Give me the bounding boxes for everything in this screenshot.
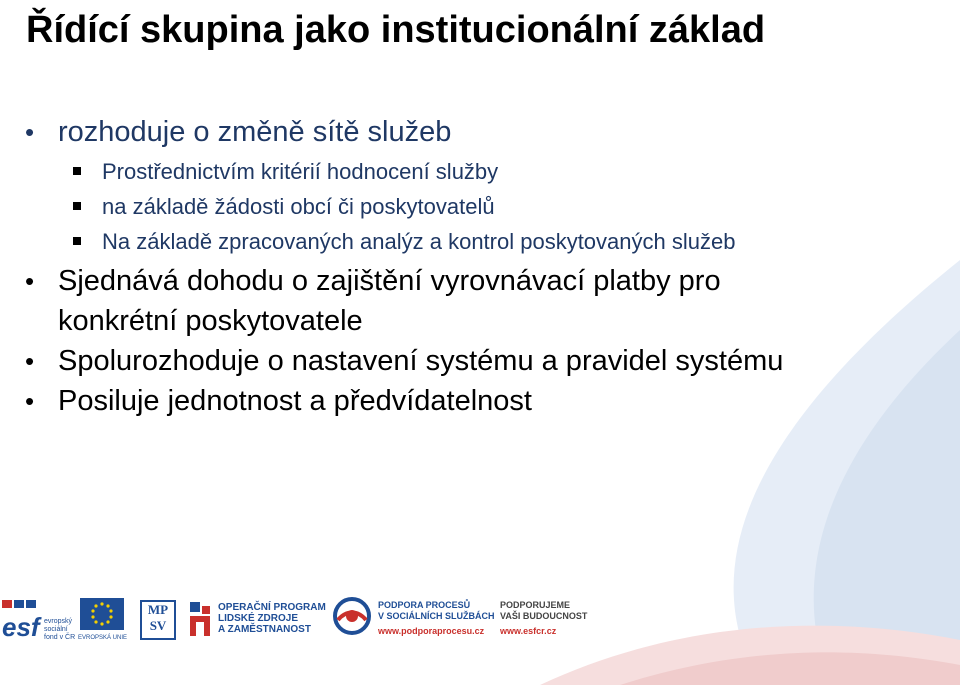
podporujeme-text: PODPORUJEME VAŠI BUDOUCNOST <box>500 600 588 621</box>
bullet-item <box>0 341 930 381</box>
sub-bullet-text: na základě žádosti obcí či poskytovatelů <box>102 194 495 219</box>
podporujeme-logo <box>500 600 610 644</box>
bullet-dot-icon: • <box>25 346 35 376</box>
eu-flag-icon <box>80 598 124 630</box>
podpora-procesu-logo <box>332 596 495 646</box>
bullet-dot-icon: • <box>25 386 35 416</box>
esf-caption: evropský sociální fond v ČR <box>44 618 76 641</box>
esf-logo <box>2 598 78 642</box>
podpora-circle-icon <box>332 596 372 636</box>
esf-mark-text: esf <box>2 612 40 642</box>
sub-bullet-item <box>0 189 930 224</box>
podpora-text: PODPORA PROCESŮ V SOCIÁLNÍCH SLUŽBÁCH <box>378 600 495 621</box>
sub-bullet-text: Prostřednictvím kritérií hodnocení služby <box>102 159 499 184</box>
eu-caption: EVROPSKÁ UNIE <box>78 635 128 641</box>
mpsv-bottom-text: SV <box>149 618 167 633</box>
mpsv-logo <box>140 600 176 640</box>
mpsv-top-text: MP <box>147 602 169 617</box>
op-lzz-logo <box>188 600 328 644</box>
bullet-item <box>0 112 930 152</box>
bullet-text: rozhoduje o změně sítě služeb <box>58 116 452 148</box>
op-program-text: OPERAČNÍ PROGRAM LIDSKÉ ZDROJE A ZAMĚSTNANOST <box>218 602 326 635</box>
logo-strip <box>0 590 960 650</box>
square-bullet-icon <box>73 202 81 210</box>
bullet-item <box>0 261 838 341</box>
bullet-text: Sjednává dohodu o zajištění vyrovnávací platby pro konkrétní poskytovatele <box>58 265 721 337</box>
op-figure-icon <box>188 600 214 640</box>
podporujeme-url: www.esfcr.cz <box>500 626 557 636</box>
bullet-text: Spolurozhoduje o nastavení systému a pravidel systému <box>58 345 784 377</box>
sub-bullet-item <box>0 224 852 259</box>
page-title: Řídící skupina jako institucionální základ <box>26 9 766 51</box>
eu-logo <box>80 598 130 642</box>
bullet-item <box>0 381 930 421</box>
square-bullet-icon <box>73 237 81 245</box>
sub-bullet-item <box>0 154 930 189</box>
bullet-dot-icon: • <box>25 266 35 296</box>
bullet-dot-icon: • <box>25 117 35 147</box>
sub-bullet-text: Na základě zpracovaných analýz a kontrol poskytovaných služeb <box>102 229 736 254</box>
square-bullet-icon <box>73 167 81 175</box>
bullet-list <box>0 112 930 421</box>
podpora-url: www.podporaprocesu.cz <box>378 626 485 636</box>
bullet-text: Posiluje jednotnost a předvídatelnost <box>58 385 532 417</box>
